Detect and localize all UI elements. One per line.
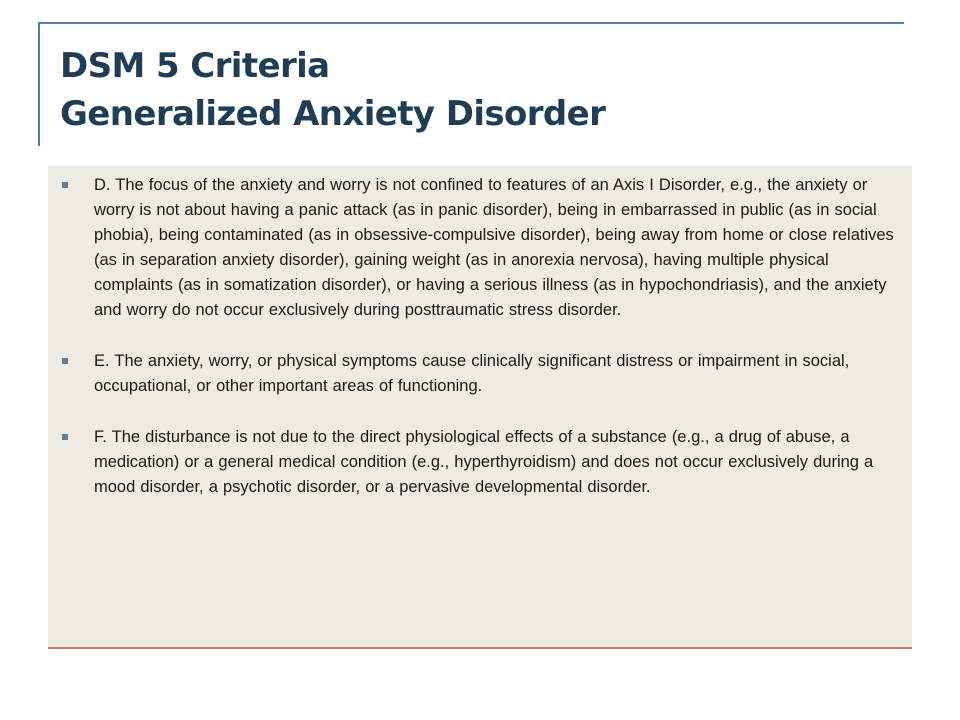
slide-title — [60, 42, 605, 138]
title-frame-top-line — [38, 22, 904, 24]
title-frame-left-line — [38, 22, 40, 146]
criterion-e-item — [60, 349, 900, 399]
criterion-f-item — [60, 425, 900, 500]
content-bottom-rule — [48, 647, 912, 649]
square-bullet-icon — [60, 173, 94, 198]
square-bullet-icon — [60, 349, 94, 374]
criterion-d-item — [60, 173, 900, 323]
slide-title-line-1: DSM 5 Criteria — [60, 46, 330, 86]
criterion-f-text: F. The disturbance is not due to the direct physiological effects of a substance (e.g., a drug of abuse, a medication) or a general medical condition (e.g., hyperthyroidism) and does not occur exclusively during a mood disorder, a psychotic disorder, or a pervasive developmental disorder. — [94, 428, 874, 496]
criteria-bullet-list — [60, 173, 900, 526]
square-bullet-icon — [60, 425, 94, 450]
criterion-d-text: D. The focus of the anxiety and worry is not confined to features of an Axis I Disorder, e.g., the anxiety or worry is not about having a panic attack (as in panic disorder), being in embarrassed in public (as in social phobia), being contaminated (as in obsessive-compulsive disorder), being away from home or close relatives (as in separation anxiety disorder), gaining weight (as in anorexia nervosa), having multiple physical complaints (as in somatization disorder), or having a serious illness (as in hypochondriasis), and the anxiety and worry do not occur exclusively during posttraumatic stress disorder. — [94, 176, 894, 319]
criterion-e-text: E. The anxiety, worry, or physical symptoms cause clinically significant distress or impairment in social, occupational, or other important areas of functioning. — [94, 352, 850, 395]
slide-title-line-2: Generalized Anxiety Disorder — [60, 94, 606, 134]
